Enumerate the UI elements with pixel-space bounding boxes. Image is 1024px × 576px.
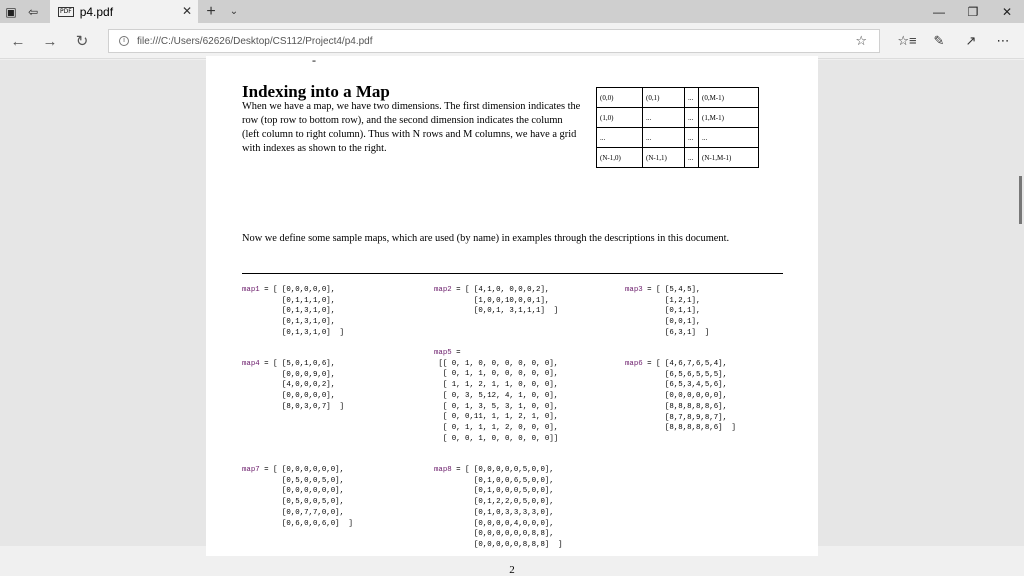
code-line: [0,1,3,1,0],	[242, 318, 336, 327]
code-line: map6 = [ [4,6,7,6,5,4],	[625, 360, 728, 368]
grid-cell: (1,M-1)	[699, 108, 759, 128]
map4-code	[242, 359, 344, 413]
code-line: [ 1, 1, 2, 1, 1, 0, 0, 0],	[434, 381, 559, 390]
code-line: [0,6,0,0,6,0] ]	[242, 519, 353, 528]
grid-cell: (0,M-1)	[699, 88, 759, 108]
code-line: [0,0,0,0,0,8,8,8] ]	[434, 540, 563, 549]
favorites-icon[interactable]: ☆≡	[897, 33, 917, 48]
code-line: [0,0,7,7,0,0],	[242, 508, 345, 517]
code-line: [4,0,0,0,2],	[242, 381, 336, 390]
code-line: [0,1,3,1,0] ]	[242, 328, 345, 337]
grid-cell: ...	[685, 148, 699, 168]
grid-cell: ...	[597, 128, 643, 148]
code-line: [8,8,8,8,8,6],	[625, 402, 728, 411]
grid-cell: (0,0)	[597, 88, 643, 108]
pdf-file-icon: PDF	[60, 7, 72, 15]
code-line: [ 0, 1, 1, 0, 0, 0, 0, 0],	[434, 370, 559, 379]
vertical-scrollbar[interactable]	[1019, 176, 1022, 224]
code-line: [0,0,1, 3,1,1,1] ]	[434, 307, 559, 316]
code-line: [0,0,0,9,0],	[242, 370, 336, 379]
map7-code	[242, 465, 353, 529]
forward-arrow-icon[interactable]: →	[42, 32, 58, 50]
favorite-star-icon[interactable]: ☆	[855, 33, 867, 48]
pdf-viewer[interactable]	[0, 53, 1024, 576]
pdf-page	[206, 53, 818, 576]
code-line: [0,1,0,3,3,3,3,0],	[434, 508, 554, 517]
map-name: map3	[625, 286, 643, 294]
code-line: [1,2,1],	[625, 296, 701, 305]
code-line: [ 0, 0,11, 1, 1, 2, 1, 0],	[434, 413, 559, 422]
grid-cell: ...	[643, 128, 685, 148]
map-name: map5	[434, 349, 452, 357]
code-line: [0,0,0,0,4,0,0,0],	[434, 519, 554, 528]
code-line: [ 0, 1, 3, 5, 3, 1, 0, 0],	[434, 402, 559, 411]
code-line: [0,1,3,1,0],	[242, 307, 336, 316]
code-line: [[ 0, 1, 0, 0, 0, 0, 0, 0],	[434, 359, 559, 368]
grid-cell: ...	[699, 128, 759, 148]
index-grid	[596, 87, 759, 168]
set-aside-tabs-icon[interactable]: ⇦	[27, 4, 39, 19]
code-line: map2 = [ [4,1,0, 0,0,0,2],	[434, 286, 550, 294]
maps-intro-paragraph: Now we define some sample maps, which are used (by name) in examples through the descriptions in this document.	[242, 233, 730, 244]
refresh-icon[interactable]: ↻	[75, 33, 89, 50]
map-name: map8	[434, 466, 452, 474]
grid-cell: (N-1,0)	[597, 148, 643, 168]
section-heading: Indexing into a Map	[242, 82, 390, 101]
code-line: [1,0,0,10,0,0,1],	[434, 296, 550, 305]
code-line: map5 =	[434, 349, 461, 357]
address-bar[interactable]	[108, 29, 880, 53]
title-bar	[0, 0, 1024, 23]
code-line: map8 = [ [0,0,0,0,0,5,0,0],	[434, 466, 554, 474]
code-line: [6,3,1] ]	[625, 328, 710, 337]
code-line: [0,1,2,2,0,5,0,0],	[434, 498, 554, 507]
navigation-bar	[0, 23, 1024, 59]
page-top-mark: -	[312, 53, 316, 67]
code-line: [6,5,6,5,5,5],	[625, 370, 728, 379]
notes-pen-icon[interactable]: ✎	[933, 33, 945, 48]
code-line: [8,7,8,9,8,7],	[625, 413, 728, 422]
code-line: [ 0, 0, 1, 0, 0, 0, 0, 0]]	[434, 434, 559, 443]
page-number: 2	[509, 564, 515, 576]
minimize-button[interactable]: —	[933, 4, 945, 19]
back-arrow-icon[interactable]: ←	[10, 32, 26, 50]
code-line: [ 0, 1, 1, 1, 2, 0, 0, 0],	[434, 423, 559, 432]
tab-title: p4.pdf	[79, 4, 114, 19]
new-tab-button[interactable]: +	[206, 2, 216, 20]
code-line: [0,0,0,0,0],	[242, 392, 336, 401]
grid-cell: ...	[685, 128, 699, 148]
tab-preview-chevron-icon[interactable]: ⌄	[229, 6, 239, 17]
code-line: [0,5,0,0,5,0],	[242, 476, 345, 485]
code-line: map4 = [ [5,0,1,0,6],	[242, 360, 336, 368]
share-icon[interactable]: ↗	[965, 33, 977, 48]
tab-actions-icon[interactable]: ▣	[5, 4, 17, 19]
map-name: map4	[242, 360, 260, 368]
code-line: [0,1,1],	[625, 307, 701, 316]
grid-cell: ...	[643, 108, 685, 128]
tab-p4-pdf[interactable]	[50, 0, 198, 23]
close-window-button[interactable]: ✕	[1001, 4, 1013, 19]
restore-button[interactable]: ❐	[967, 4, 979, 19]
code-line: [0,5,0,0,5,0],	[242, 498, 345, 507]
map-name: map6	[625, 360, 643, 368]
close-tab-icon[interactable]: ✕	[181, 4, 192, 18]
code-line: [8,0,3,0,7] ]	[242, 402, 345, 411]
map1-code	[242, 285, 344, 339]
code-line: map1 = [ [0,0,0,0,0],	[242, 286, 336, 294]
code-line: [0,0,0,0,0,0],	[242, 487, 345, 496]
code-line: [0,0,1],	[625, 318, 701, 327]
map6-code	[625, 359, 736, 434]
code-line: [0,1,0,0,6,5,0,0],	[434, 476, 554, 485]
code-line: [6,5,3,4,5,6],	[625, 381, 728, 390]
code-line: map3 = [ [5,4,5],	[625, 286, 701, 294]
code-line: [8,8,8,8,8,6] ]	[625, 424, 736, 433]
code-line: [0,0,0,0,0,0],	[625, 392, 728, 401]
grid-cell: (N-1,M-1)	[699, 148, 759, 168]
grid-cell: (1,0)	[597, 108, 643, 128]
grid-cell: ...	[685, 108, 699, 128]
address-text: file:///C:/Users/62626/Desktop/CS112/Project4/p4.pdf	[137, 35, 373, 47]
grid-cell: (N-1,1)	[643, 148, 685, 168]
code-line: [0,0,0,0,0,0,8,8],	[434, 530, 554, 539]
code-line: [0,1,1,1,0],	[242, 296, 336, 305]
map3-code	[625, 285, 709, 339]
code-line: map7 = [ [0,0,0,0,0,0],	[242, 466, 345, 474]
map-name: map7	[242, 466, 260, 474]
info-icon[interactable]: i	[119, 36, 129, 46]
grid-cell: (0,1)	[643, 88, 685, 108]
grid-cell: ...	[685, 88, 699, 108]
more-menu-icon[interactable]: ⋯	[996, 33, 1010, 48]
map-name: map2	[434, 286, 452, 294]
map2-code	[434, 285, 558, 317]
map-name: map1	[242, 286, 260, 294]
horizontal-divider	[242, 273, 783, 274]
code-line: [ 0, 3, 5,12, 4, 1, 0, 0],	[434, 391, 559, 400]
map8-code	[434, 465, 563, 551]
map5-code	[434, 348, 558, 444]
code-line: [0,1,0,0,0,5,0,0],	[434, 487, 554, 496]
intro-paragraph: When we have a map, we have two dimensions. The first dimension indicates the row (top row to bottom row), and the second dimension indicates the column (left column to right column). Thus with N rows and M columns, we have a grid with indexes as shown to the right.	[242, 101, 581, 154]
